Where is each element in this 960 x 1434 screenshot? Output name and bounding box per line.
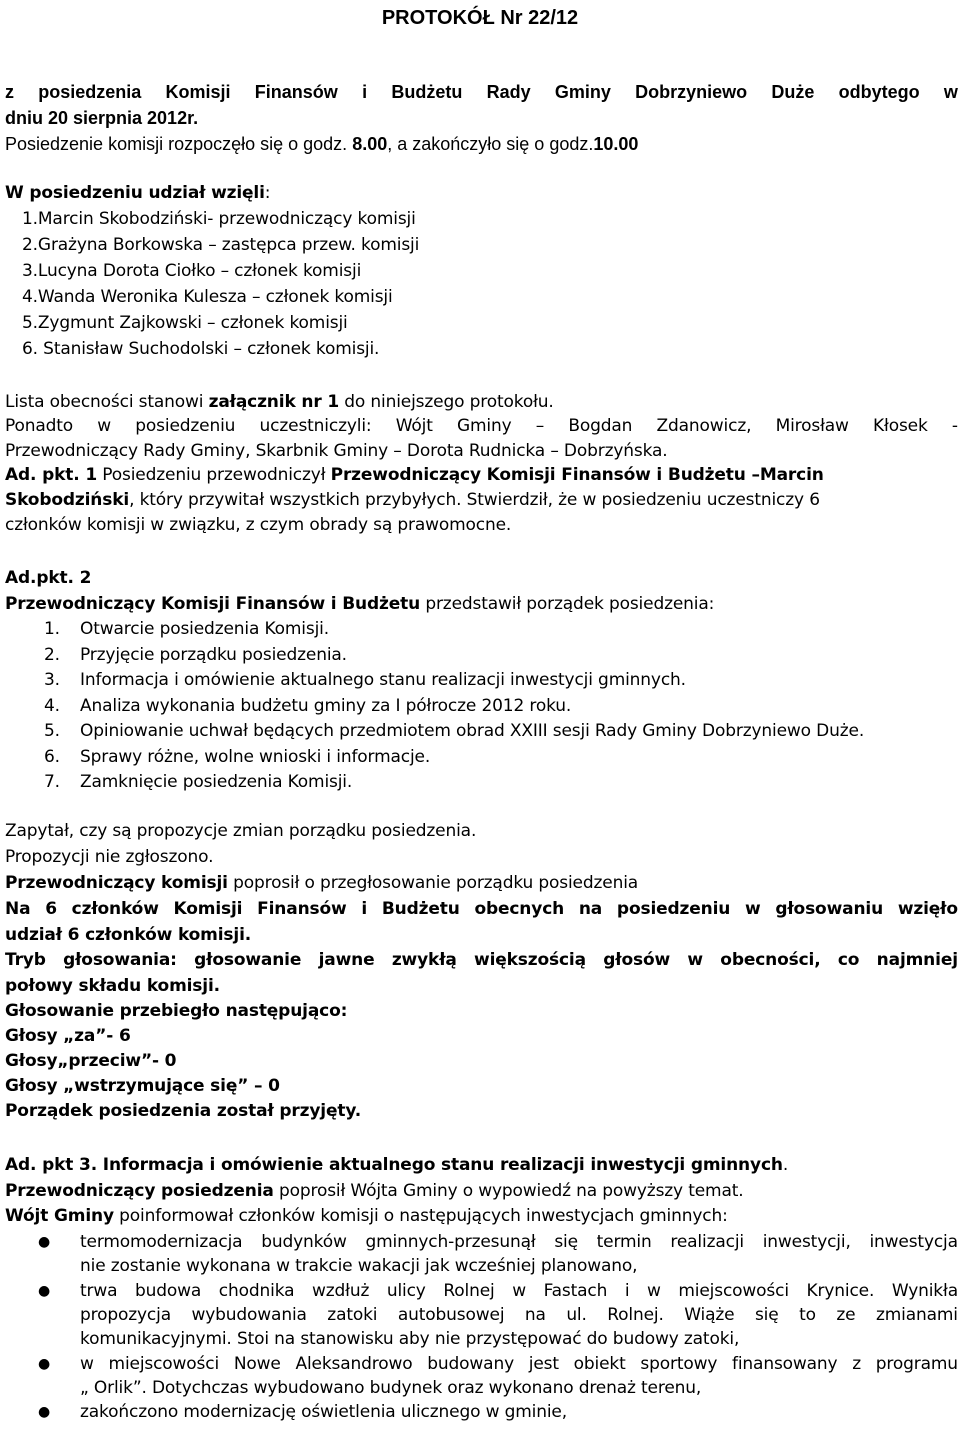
intro-word: posiedzenia (38, 82, 142, 102)
agenda-number: 5. (44, 721, 60, 741)
agenda-number: 4. (44, 695, 60, 716)
pkt3-request-bold: Przewodniczący posiedzenia (5, 1181, 274, 1201)
intro-word: Dobrzyniewo (635, 82, 748, 102)
investment-word: zmianami (875, 1304, 958, 1325)
vote-word: na (578, 899, 603, 919)
investment-word: na (524, 1304, 546, 1325)
guests-word: Mirosław (775, 416, 849, 436)
agenda-item: Analiza wykonania budżetu gminy za I półrocze 2012 roku. (80, 695, 572, 716)
agenda-number: 2. (44, 644, 60, 665)
pkt1-label: Ad. pkt. (5, 465, 80, 485)
investment-word: wybudowania (191, 1304, 307, 1325)
vote-line-1 (5, 899, 958, 919)
attendance-note-c: do niniejszego protokołu. (339, 392, 554, 412)
guests-word: posiedzeniu (135, 416, 236, 436)
guests-word: - (951, 416, 958, 436)
intro-word: i (362, 82, 368, 102)
pkt1-line-3: członków komisji w związku, z czym obrady są prawomocne. (5, 515, 512, 535)
investment-word: się (754, 1304, 779, 1325)
pkt1-number: 1 (79, 465, 98, 485)
intro-word: w (943, 82, 958, 102)
guests-word: Ponadto (5, 416, 74, 436)
investment-word: ul. (566, 1304, 587, 1325)
investment-word: trwa (80, 1280, 118, 1301)
pkt3-request (5, 1181, 744, 1201)
investment-line (80, 1305, 958, 1325)
mode-word: co (837, 950, 860, 970)
investment-word: autobusowej (397, 1304, 505, 1325)
guests-word: Zdanowicz, (656, 416, 752, 436)
investment-word: Wynikła (891, 1280, 958, 1301)
mode-word: głosowania: (63, 950, 177, 970)
guests-word: Wójt (395, 416, 433, 436)
investment-word: i (624, 1280, 630, 1301)
investment-word: budowany (427, 1353, 514, 1374)
investment-word: sportowy (640, 1353, 718, 1374)
intro-word: Rady (486, 82, 531, 102)
guests-word: Bogdan (568, 416, 633, 436)
investment-word: realizacji (670, 1232, 744, 1252)
guests-word: uczestniczyli: (259, 416, 372, 436)
mode-word: najmniej (876, 950, 958, 970)
investment-word: z (852, 1353, 862, 1374)
bullet-icon: ● (38, 1234, 51, 1250)
intro-word: Gminy (554, 82, 611, 102)
investment-word: się (554, 1232, 578, 1252)
investment-word: obiekt (573, 1353, 626, 1374)
vote-request-bold: Przewodniczący komisji (5, 873, 228, 893)
mode-word: głosów (603, 950, 671, 970)
votes-against: Głosy„przeciw”- 0 (5, 1051, 177, 1071)
intro-start-text: Posiedzenie komisji rozpoczęło się o godz. (5, 134, 353, 154)
guests-line-1 (5, 416, 958, 436)
mode-word: zwykłą (391, 950, 457, 970)
investment-word: to (799, 1304, 816, 1325)
intro-word: Duże (771, 82, 815, 102)
attachment-ref: załącznik nr 1 (208, 392, 339, 412)
pkt3-request-tail: poprosił Wójta Gminy o wypowiedź na powyższy temat. (273, 1181, 744, 1201)
pkt3-info-bold: Wójt Gminy (5, 1206, 114, 1226)
bullet-icon: ● (38, 1404, 51, 1421)
vote-line-2: udział 6 członków komisji. (5, 925, 252, 945)
investment-word: zatoki (327, 1304, 378, 1325)
intro-word: odbytego (838, 82, 920, 102)
end-time: 10.00 (593, 134, 639, 154)
intro-end-text: , a zakończyło się o godz. (387, 134, 594, 154)
votes-for: Głosy „za”- 6 (5, 1026, 131, 1046)
investment-word: Nowe (233, 1353, 281, 1374)
document-title: PROTOKÓŁ Nr 22/12 (381, 7, 579, 29)
pkt1-line-1 (5, 465, 958, 485)
agenda-item: Opiniowanie uchwał będących przedmiotem obrad XXIII sesji Rady Gminy Dobrzyniewo Duże. (80, 721, 865, 741)
pkt3-heading-dot: . (782, 1155, 789, 1175)
investment-word: inwestycja (869, 1232, 958, 1252)
investment-word: gminnych-przesunął (365, 1232, 536, 1252)
investment-line: komunikacyjnymi. Stoi na stanowisku aby nie przystępować do budowy zatoki, (80, 1329, 740, 1350)
investment-word: budowa (135, 1280, 202, 1301)
intro-word: Budżetu (391, 82, 463, 102)
no-proposals-line: Propozycji nie zgłoszono. (5, 847, 214, 867)
member-item: 2.Grażyna Borkowska – zastępca przew. komisji (22, 235, 420, 255)
question-line: Zapytał, czy są propozycje zmian porządku posiedzenia. (5, 821, 477, 841)
mode-word: jawne (318, 950, 375, 970)
vote-request-line (5, 873, 638, 893)
investment-word: miejscowości (108, 1353, 220, 1374)
investment-word: Wiąże (684, 1304, 735, 1325)
mode-line-1 (5, 950, 958, 970)
bullet-icon: ● (38, 1282, 51, 1299)
vote-word: i (361, 899, 368, 919)
agenda-number: 1. (44, 619, 60, 639)
pkt1-chair: Przewodniczący Komisji Finansów i Budżetu –Marcin (330, 465, 824, 485)
guests-line-2: Przewodniczący Rady Gminy, Skarbnik Gminy – Dorota Rudnicka – Dobrzyńska. (5, 441, 668, 461)
mode-word: większością (474, 950, 586, 970)
vote-word: w (745, 899, 761, 919)
attendance-heading-bold: W posiedzeniu udział wzięli (5, 183, 265, 203)
agenda-item: Otwarcie posiedzenia Komisji. (80, 619, 329, 639)
vote-request-tail: poprosił o przegłosowanie porządku posiedzenia (227, 873, 639, 893)
intro-word: Finansów (254, 82, 338, 102)
member-item: 4.Wanda Weronika Kulesza – członek komisji (22, 287, 393, 307)
pkt2-lead-bold: Przewodniczący Komisji Finansów i Budżetu (5, 594, 421, 614)
bullet-icon: ● (38, 1355, 51, 1372)
pkt1-chair-surname: Skobodziński (5, 490, 130, 510)
vote-word: 6 (45, 899, 57, 919)
intro-word: Komisji (165, 82, 231, 102)
intro-line-1 (5, 82, 958, 102)
member-item: 1.Marcin Skobodziński- przewodniczący komisji (22, 209, 416, 229)
vote-word: wzięło (897, 899, 958, 919)
investment-line: „ Orlik”. Dotychczas wybudowano budynek oraz wykonano drenaż terenu, (80, 1377, 702, 1398)
intro-time-line (5, 134, 638, 154)
agenda-accepted: Porządek posiedzenia został przyjęty. (5, 1101, 362, 1121)
vote-word: Komisji (173, 899, 243, 919)
agenda-number: 6. (44, 746, 60, 767)
guests-word: Gminy (456, 416, 512, 436)
investment-word: chodnika (218, 1280, 295, 1301)
vote-word: Budżetu (381, 899, 460, 919)
member-item: 3.Lucyna Dorota Ciołko – członek komisji (22, 261, 362, 281)
investment-word: ulicy (386, 1280, 426, 1301)
investment-word: w (80, 1353, 94, 1374)
investment-word: inwestycji, (762, 1232, 851, 1252)
votes-abstain: Głosy „wstrzymujące się” – 0 (5, 1076, 280, 1096)
investment-word: propozycja (80, 1304, 171, 1325)
investment-word: Rolnej (443, 1280, 495, 1301)
investment-line: nie zostanie wykonana w trakcie wakacji jak wcześniej planowano, (80, 1256, 638, 1277)
attendance-note-a: Lista obecności stanowi (5, 392, 209, 412)
mode-word: obecności, (720, 950, 821, 970)
vote-word: Finansów (257, 899, 347, 919)
agenda-item: Informacja i omówienie aktualnego stanu realizacji inwestycji gminnych. (80, 670, 686, 690)
investment-line (80, 1354, 958, 1374)
vote-word: posiedzeniu (616, 899, 731, 919)
attendance-heading (5, 183, 270, 203)
investment-word: miejscowości (678, 1280, 789, 1301)
mode-word: Tryb (5, 950, 46, 970)
vote-word: obecnych (474, 899, 565, 919)
start-time: 8.00 (352, 134, 388, 154)
investment-word: w (512, 1280, 526, 1301)
mode-word: w (687, 950, 703, 970)
agenda-item: Przyjęcie porządku posiedzenia. (80, 644, 347, 665)
pkt2-lead-tail: przedstawił porządek posiedzenia: (420, 594, 715, 614)
pkt3-heading (5, 1155, 788, 1175)
agenda-number: 7. (44, 772, 60, 792)
pkt3-heading-text: Ad. pkt 3. Informacja i omówienie aktualnego stanu realizacji inwestycji gminnych (5, 1155, 783, 1175)
result-heading: Głosowanie przebiegło następująco: (5, 1001, 348, 1021)
investment-word: termin (596, 1232, 652, 1252)
pkt3-info-tail: poinformował członków komisji o następujących inwestycjach gminnych: (113, 1206, 728, 1226)
investment-line: zakończono modernizację oświetlenia ulicznego w gminie, (80, 1402, 567, 1423)
intro-word: z (5, 82, 14, 102)
investment-word: Aleksandrowo (295, 1353, 413, 1374)
investment-word: Rolnej. (607, 1304, 664, 1325)
investment-word: Fastach (543, 1280, 608, 1301)
guests-word: w (97, 416, 112, 436)
member-item: 5.Zygmunt Zajkowski – członek komisji (22, 313, 348, 333)
investment-line (80, 1232, 958, 1252)
investment-word: wzdłuż (311, 1280, 370, 1301)
pkt1-text-1: Posiedzeniu przewodniczył (97, 465, 331, 485)
pkt2-number: 2 (73, 568, 92, 588)
intro-line-2: dniu 20 sierpnia 2012r. (5, 108, 199, 128)
investment-word: programu (875, 1353, 958, 1374)
agenda-item: Sprawy różne, wolne wnioski i informacje. (80, 746, 431, 767)
attendance-heading-tail: : (264, 183, 271, 203)
guests-word: Kłosek (873, 416, 928, 436)
mode-word: głosowanie (194, 950, 302, 970)
pkt3-info (5, 1206, 728, 1226)
attendance-list-note (5, 392, 554, 412)
pkt2-heading (5, 568, 91, 588)
investment-word: budynków (261, 1232, 347, 1252)
investment-word: finansowany (732, 1353, 838, 1374)
vote-word: Na (5, 899, 31, 919)
member-item: 6. Stanisław Suchodolski – członek komisji. (22, 339, 380, 359)
guests-word: – (535, 416, 545, 436)
pkt2-lead (5, 594, 714, 614)
agenda-number: 3. (44, 670, 60, 690)
investment-word: ze (836, 1304, 856, 1325)
pkt2-label: Ad.pkt. (5, 568, 74, 588)
investment-word: w (647, 1280, 661, 1301)
investment-word: termomodernizacja (80, 1232, 243, 1252)
mode-line-2: połowy składu komisji. (5, 976, 220, 996)
pkt1-text-4: , który przywitał wszystkich przybyłych. Stwierdził, że w posiedzeniu uczestniczy 6 (129, 490, 820, 510)
investment-word: jest (528, 1353, 559, 1374)
investment-word: Krynice. (806, 1280, 875, 1301)
investment-line (80, 1281, 958, 1301)
vote-word: głosowaniu (775, 899, 884, 919)
vote-word: członków (71, 899, 159, 919)
pkt1-line-2 (5, 490, 820, 510)
agenda-item: Zamknięcie posiedzenia Komisji. (80, 772, 353, 792)
